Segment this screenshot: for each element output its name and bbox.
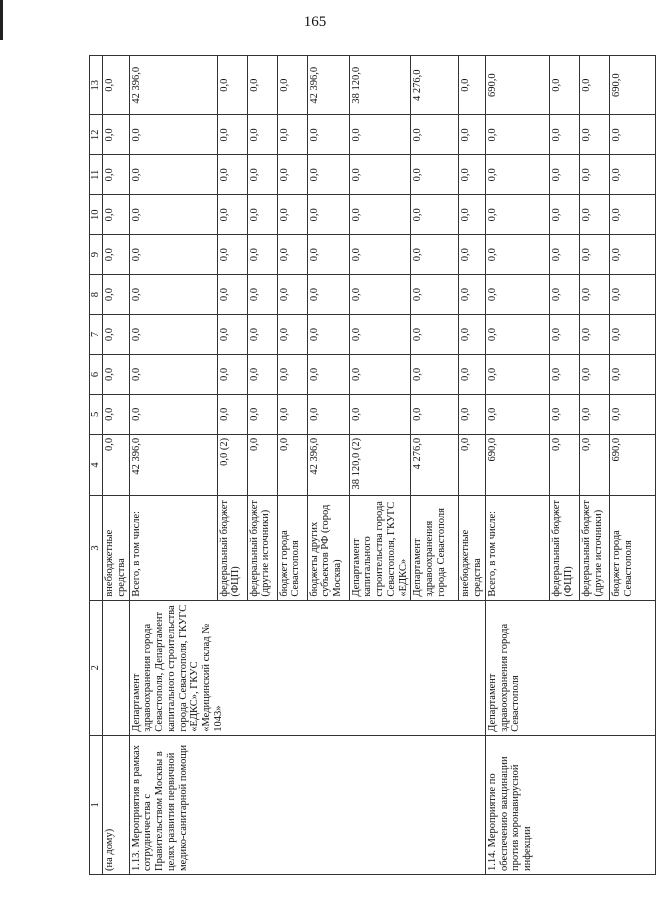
value-cell: 0,0	[485, 155, 549, 195]
measure-title: 1.13. Мероприятия в рамках сотрудничества с Правительством Москвы в целях развития первичной медико-санитарной помощи	[129, 735, 485, 874]
value-cell: 0,0	[485, 315, 549, 355]
value-cell: 0,0	[129, 195, 217, 235]
value-cell: 0,0	[411, 195, 459, 235]
value-cell: 0,0	[549, 434, 579, 495]
value-cell: 0,0	[549, 56, 579, 115]
value-cell: 0,0	[411, 315, 459, 355]
value-cell: 0,0	[103, 394, 130, 434]
column-number: 3	[90, 496, 103, 600]
column-number: 7	[90, 315, 103, 355]
value-cell: 0,0	[349, 354, 411, 394]
value-cell: 0,0	[609, 354, 655, 394]
value-cell: 0,0	[459, 394, 486, 434]
column-number: 11	[90, 155, 103, 195]
measure-title: 1.14. Мероприятие по обеспечению вакцинации против коронавирусной инфекции	[485, 735, 655, 874]
value-cell: 0,0	[247, 195, 277, 235]
value-cell: 0,0	[609, 394, 655, 434]
value-cell: 0,0	[411, 155, 459, 195]
column-number: 12	[90, 115, 103, 155]
value-cell: 0,0	[411, 115, 459, 155]
value-cell: 0,0	[411, 394, 459, 434]
measure-title: (на дому)	[103, 735, 130, 874]
value-cell: 0,0	[307, 275, 349, 315]
value-cell: 42 396,0	[129, 56, 217, 115]
funding-source: бюджеты других субъектов РФ (город Москва)	[307, 496, 349, 600]
value-cell: 0,0	[129, 235, 217, 275]
value-cell: 0,0	[549, 275, 579, 315]
value-cell: 0,0	[217, 315, 247, 355]
value-cell: 0,0	[485, 354, 549, 394]
value-cell: 0,0	[103, 56, 130, 115]
value-cell: 0,0	[307, 235, 349, 275]
value-cell: 0,0	[549, 315, 579, 355]
carry-over-row	[103, 56, 130, 875]
value-cell: 0,0	[459, 315, 486, 355]
value-cell: 0,0	[579, 434, 609, 495]
value-cell: 0,0	[129, 354, 217, 394]
value-cell: 0,0	[217, 195, 247, 235]
value-cell: 0,0	[103, 315, 130, 355]
value-cell: 0,0	[459, 195, 486, 235]
value-cell: 0,0	[349, 394, 411, 434]
funding-source: внебюджетные средства	[459, 496, 486, 600]
value-cell: 0,0	[549, 115, 579, 155]
value-cell: 0,0	[103, 195, 130, 235]
value-cell: 0,0	[459, 434, 486, 495]
value-cell: 0,0	[247, 115, 277, 155]
table-row	[485, 56, 549, 875]
value-cell: 0,0	[217, 394, 247, 434]
value-cell: 0,0	[411, 354, 459, 394]
value-cell: 0,0	[579, 56, 609, 115]
value-cell: 0,0	[103, 235, 130, 275]
value-cell: 0,0	[277, 434, 307, 495]
value-cell: 690,0	[485, 56, 549, 115]
value-cell: 690,0	[609, 434, 655, 495]
value-cell: 0,0	[277, 354, 307, 394]
value-cell: 0,0	[103, 434, 130, 495]
value-cell: 0,0	[103, 155, 130, 195]
column-number: 13	[90, 56, 103, 115]
value-cell: 0,0	[579, 315, 609, 355]
value-cell: 0,0	[103, 115, 130, 155]
value-cell: 0,0	[277, 315, 307, 355]
value-cell: 0,0	[217, 275, 247, 315]
value-cell: 0,0	[217, 354, 247, 394]
value-cell: 0,0	[129, 394, 217, 434]
value-cell: 0,0	[549, 195, 579, 235]
value-cell: 0,0	[277, 394, 307, 434]
value-cell: 0,0	[277, 195, 307, 235]
column-number: 6	[90, 354, 103, 394]
funding-source: федеральный бюджет (ФЦП)	[549, 496, 579, 600]
value-cell: 0,0	[579, 155, 609, 195]
value-cell: 0,0	[549, 354, 579, 394]
executor-cell: Департамент здравоохранения города Севастополя, Департамент капитального строительства города Севастополя, ГКУГС «ЕДКС», ГКУС «Медицинский склад № 1043»	[129, 600, 485, 735]
value-cell: 0,0	[579, 394, 609, 434]
value-cell: 0,0	[349, 115, 411, 155]
value-cell: 0,0	[247, 315, 277, 355]
value-cell: 0,0	[247, 56, 277, 115]
value-cell: 42 396,0	[307, 56, 349, 115]
value-cell: 0,0	[609, 155, 655, 195]
value-cell: 0,0	[277, 235, 307, 275]
value-cell: 38 120,0 (2)	[349, 434, 411, 495]
column-number: 9	[90, 235, 103, 275]
value-cell: 0,0	[459, 155, 486, 195]
value-cell: 0,0	[129, 115, 217, 155]
value-cell: 0,0	[247, 275, 277, 315]
funding-source: Всего, в том числе:	[485, 496, 549, 600]
funding-source: внебюджетные средства	[103, 496, 130, 600]
value-cell: 0,0	[277, 275, 307, 315]
value-cell: 0,0	[307, 115, 349, 155]
value-cell: 0,0	[609, 235, 655, 275]
value-cell: 0,0	[485, 195, 549, 235]
funding-source: бюджет города Севастополя	[277, 496, 307, 600]
column-number: 1	[90, 735, 103, 874]
value-cell: 0,0	[349, 315, 411, 355]
value-cell: 0,0	[129, 155, 217, 195]
value-cell: 42 396,0	[129, 434, 217, 495]
value-cell: 0,0	[459, 354, 486, 394]
funding-source: Департамент здравоохранения города Севастополя	[411, 496, 459, 600]
value-cell: 0,0	[217, 235, 247, 275]
value-cell: 0,0	[609, 195, 655, 235]
value-cell: 0,0	[103, 275, 130, 315]
value-cell: 690,0	[485, 434, 549, 495]
value-cell: 0,0	[277, 155, 307, 195]
value-cell: 0,0	[485, 235, 549, 275]
value-cell: 0,0	[307, 195, 349, 235]
value-cell: 0,0	[217, 115, 247, 155]
column-number-row	[90, 56, 103, 875]
executor-cell	[103, 600, 130, 735]
value-cell: 0,0	[349, 275, 411, 315]
value-cell: 4 276,0	[411, 56, 459, 115]
value-cell: 0,0	[579, 275, 609, 315]
value-cell: 0,0	[485, 394, 549, 434]
value-cell: 0,0	[411, 275, 459, 315]
funding-source: Всего, в том числе:	[129, 496, 217, 600]
value-cell: 0,0	[609, 315, 655, 355]
value-cell: 0,0	[277, 56, 307, 115]
value-cell: 690,0	[609, 56, 655, 115]
value-cell: 0,0	[307, 315, 349, 355]
value-cell: 0,0	[549, 394, 579, 434]
value-cell: 0,0	[349, 195, 411, 235]
value-cell: 0,0	[129, 315, 217, 355]
value-cell: 0,0	[247, 394, 277, 434]
value-cell: 0,0	[485, 115, 549, 155]
value-cell: 0,0	[217, 155, 247, 195]
column-number: 5	[90, 394, 103, 434]
value-cell: 0,0	[579, 195, 609, 235]
value-cell: 0,0 (2)	[217, 434, 247, 495]
value-cell: 0,0	[459, 275, 486, 315]
value-cell: 0,0	[307, 354, 349, 394]
column-number: 2	[90, 600, 103, 735]
page-number: 165	[303, 14, 327, 30]
funding-source: федеральный бюджет (другие источники)	[247, 496, 277, 600]
value-cell: 0,0	[349, 235, 411, 275]
value-cell: 0,0	[609, 275, 655, 315]
table-row	[129, 56, 217, 875]
rotated-table-layer	[89, 55, 634, 875]
executor-cell: Департамент здравоохранения города Севастополя	[485, 600, 655, 735]
value-cell: 0,0	[609, 115, 655, 155]
value-cell: 0,0	[247, 434, 277, 495]
column-number: 10	[90, 195, 103, 235]
value-cell: 0,0	[549, 155, 579, 195]
value-cell: 0,0	[579, 354, 609, 394]
value-cell: 0,0	[349, 155, 411, 195]
funding-source: Департамент капитального строительства города Севастополя, ГКУГС «ЕДКС»	[349, 496, 411, 600]
column-number: 8	[90, 275, 103, 315]
value-cell: 0,0	[307, 155, 349, 195]
value-cell: 0,0	[103, 354, 130, 394]
value-cell: 0,0	[549, 235, 579, 275]
value-cell: 0,0	[459, 56, 486, 115]
budget-table	[89, 55, 656, 875]
value-cell: 0,0	[411, 235, 459, 275]
table-frame	[89, 55, 634, 875]
value-cell: 4 276,0	[411, 434, 459, 495]
value-cell: 0,0	[129, 275, 217, 315]
value-cell: 0,0	[459, 235, 486, 275]
funding-source: федеральный бюджет (ФЦП)	[217, 496, 247, 600]
value-cell: 0,0	[307, 394, 349, 434]
value-cell: 38 120,0	[349, 56, 411, 115]
value-cell: 0,0	[247, 354, 277, 394]
value-cell: 42 396,0	[307, 434, 349, 495]
funding-source: федеральный бюджет (другие источники)	[579, 496, 609, 600]
value-cell: 0,0	[485, 275, 549, 315]
value-cell: 0,0	[247, 155, 277, 195]
value-cell: 0,0	[579, 235, 609, 275]
value-cell: 0,0	[277, 115, 307, 155]
funding-source: бюджет города Севастополя	[609, 496, 655, 600]
value-cell: 0,0	[459, 115, 486, 155]
column-number: 4	[90, 434, 103, 495]
value-cell: 0,0	[217, 56, 247, 115]
table-body	[90, 56, 656, 875]
value-cell: 0,0	[579, 115, 609, 155]
value-cell: 0,0	[247, 235, 277, 275]
